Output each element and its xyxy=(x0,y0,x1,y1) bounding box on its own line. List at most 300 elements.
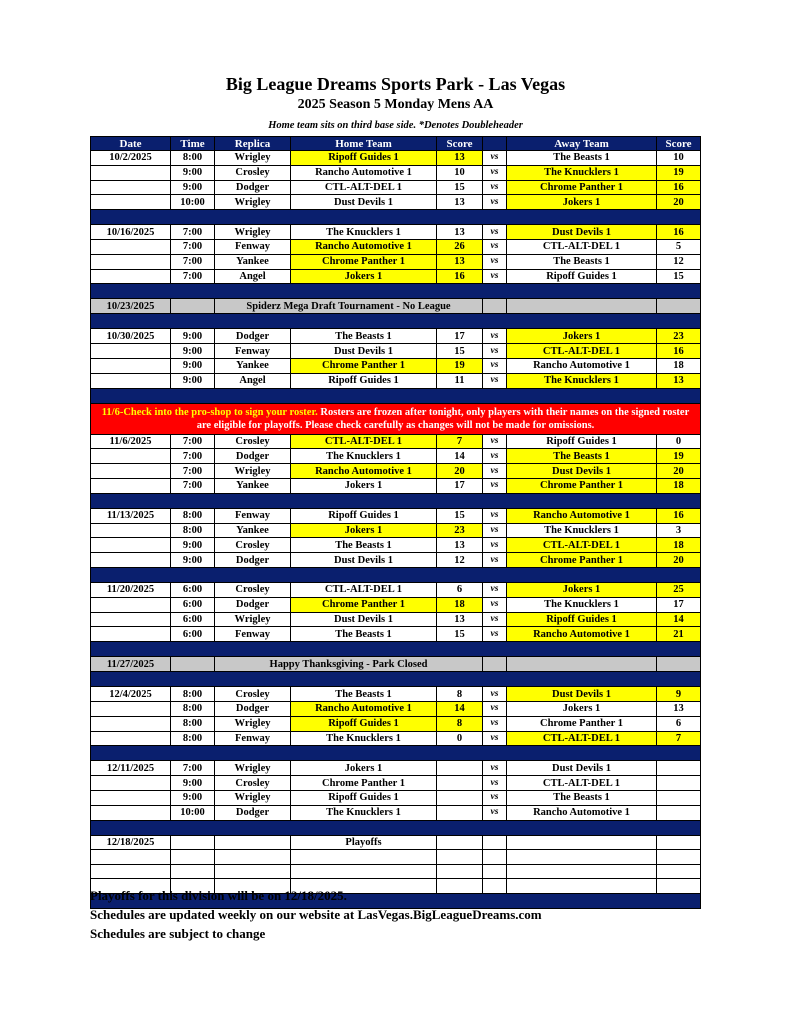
blank-cell xyxy=(657,850,701,865)
blank-row xyxy=(91,864,701,879)
game-date xyxy=(91,731,171,746)
week-separator xyxy=(91,388,701,403)
away-score: 13 xyxy=(657,373,701,388)
home-score: 0 xyxy=(437,731,483,746)
game-date xyxy=(91,523,171,538)
blank-cell xyxy=(437,850,483,865)
game-replica-field: Crosley xyxy=(215,582,291,597)
home-score xyxy=(437,776,483,791)
blank-cell xyxy=(483,879,507,894)
blank-cell xyxy=(291,850,437,865)
game-replica-field: Fenway xyxy=(215,344,291,359)
footer-disclaimer: Schedules are subject to change xyxy=(90,926,266,941)
versus: vs xyxy=(483,373,507,388)
game-row xyxy=(91,761,701,776)
home-team: The Knucklers 1 xyxy=(291,805,437,820)
away-score: 14 xyxy=(657,612,701,627)
blank-cell xyxy=(483,850,507,865)
game-replica-field xyxy=(215,835,291,850)
game-date: 12/4/2025 xyxy=(91,687,171,702)
home-team: Rancho Automotive 1 xyxy=(291,464,437,479)
page-subtitle: 2025 Season 5 Monday Mens AA xyxy=(297,97,494,112)
away-team: Jokers 1 xyxy=(507,195,657,210)
game-replica-field: Wrigley xyxy=(215,716,291,731)
away-score: 16 xyxy=(657,225,701,240)
blank-cell xyxy=(171,850,215,865)
game-time: 9:00 xyxy=(171,358,215,373)
home-team: Rancho Automotive 1 xyxy=(291,701,437,716)
away-team: The Knucklers 1 xyxy=(507,165,657,180)
home-team: Chrome Panther 1 xyxy=(291,254,437,269)
game-date xyxy=(91,254,171,269)
game-date xyxy=(91,790,171,805)
home-score: 26 xyxy=(437,239,483,254)
away-score: 18 xyxy=(657,478,701,493)
away-score xyxy=(657,761,701,776)
game-replica-field: Wrigley xyxy=(215,612,291,627)
game-date xyxy=(91,195,171,210)
game-time xyxy=(171,835,215,850)
away-score: 7 xyxy=(657,731,701,746)
game-replica-field: Crosley xyxy=(215,165,291,180)
away-score: 20 xyxy=(657,553,701,568)
away-score: 20 xyxy=(657,464,701,479)
week-separator xyxy=(91,820,701,835)
game-replica-field: Angel xyxy=(215,373,291,388)
away-score: 9 xyxy=(657,687,701,702)
blank-cell xyxy=(91,864,171,879)
separator-cell xyxy=(91,567,701,582)
blank-cell xyxy=(657,864,701,879)
event-text: Happy Thanksgiving - Park Closed xyxy=(215,657,483,672)
game-date xyxy=(91,449,171,464)
event-date: 11/27/2025 xyxy=(91,657,171,672)
game-replica-field: Wrigley xyxy=(215,151,291,166)
week-separator xyxy=(91,567,701,582)
game-time: 9:00 xyxy=(171,538,215,553)
versus: vs xyxy=(483,731,507,746)
home-team: The Knucklers 1 xyxy=(291,225,437,240)
game-row xyxy=(91,225,701,240)
home-team: The Beasts 1 xyxy=(291,538,437,553)
away-score: 21 xyxy=(657,627,701,642)
away-team: Jokers 1 xyxy=(507,701,657,716)
home-team: Ripoff Guides 1 xyxy=(291,716,437,731)
game-date xyxy=(91,358,171,373)
home-score xyxy=(437,761,483,776)
home-score: 14 xyxy=(437,701,483,716)
home-team: Jokers 1 xyxy=(291,523,437,538)
col-home-score: Score xyxy=(437,137,483,151)
away-team: Ripoff Guides 1 xyxy=(507,269,657,284)
away-team: The Beasts 1 xyxy=(507,254,657,269)
event-row xyxy=(91,657,701,672)
schedule-table xyxy=(90,136,701,909)
event-spacer xyxy=(171,657,215,672)
separator-cell xyxy=(91,820,701,835)
home-score: 12 xyxy=(437,553,483,568)
away-score: 18 xyxy=(657,358,701,373)
home-team: Chrome Panther 1 xyxy=(291,776,437,791)
away-score: 10 xyxy=(657,151,701,166)
versus: vs xyxy=(483,239,507,254)
versus: vs xyxy=(483,687,507,702)
away-team: Dust Devils 1 xyxy=(507,464,657,479)
separator-cell xyxy=(91,210,701,225)
game-time: 7:00 xyxy=(171,761,215,776)
versus: vs xyxy=(483,538,507,553)
away-score: 15 xyxy=(657,269,701,284)
game-replica-field: Angel xyxy=(215,269,291,284)
game-row xyxy=(91,701,701,716)
event-row xyxy=(91,299,701,314)
game-row xyxy=(91,344,701,359)
game-replica-field: Crosley xyxy=(215,776,291,791)
col-away-team: Away Team xyxy=(507,137,657,151)
versus xyxy=(483,835,507,850)
away-score xyxy=(657,790,701,805)
game-replica-field: Dodger xyxy=(215,449,291,464)
home-team: Dust Devils 1 xyxy=(291,612,437,627)
versus: vs xyxy=(483,151,507,166)
away-team: Chrome Panther 1 xyxy=(507,553,657,568)
away-score: 13 xyxy=(657,701,701,716)
week-separator xyxy=(91,284,701,299)
home-score: 11 xyxy=(437,373,483,388)
home-team: The Beasts 1 xyxy=(291,627,437,642)
versus: vs xyxy=(483,344,507,359)
home-team: Ripoff Guides 1 xyxy=(291,508,437,523)
event-spacer xyxy=(507,657,657,672)
col-time: Time xyxy=(171,137,215,151)
game-time: 9:00 xyxy=(171,553,215,568)
game-replica-field: Fenway xyxy=(215,627,291,642)
versus: vs xyxy=(483,597,507,612)
game-date xyxy=(91,776,171,791)
game-date: 11/20/2025 xyxy=(91,582,171,597)
home-score: 6 xyxy=(437,582,483,597)
versus: vs xyxy=(483,358,507,373)
home-team: The Beasts 1 xyxy=(291,687,437,702)
away-team: The Beasts 1 xyxy=(507,790,657,805)
away-score xyxy=(657,835,701,850)
col-home-team: Home Team xyxy=(291,137,437,151)
game-replica-field: Wrigley xyxy=(215,225,291,240)
col-date: Date xyxy=(91,137,171,151)
game-date: 12/18/2025 xyxy=(91,835,171,850)
home-score xyxy=(437,835,483,850)
home-score: 18 xyxy=(437,597,483,612)
home-team: Ripoff Guides 1 xyxy=(291,373,437,388)
away-team: Chrome Panther 1 xyxy=(507,716,657,731)
game-replica-field: Yankee xyxy=(215,254,291,269)
home-team: Playoffs xyxy=(291,835,437,850)
home-score: 8 xyxy=(437,716,483,731)
col-vs xyxy=(483,137,507,151)
home-team: Ripoff Guides 1 xyxy=(291,790,437,805)
game-date: 10/30/2025 xyxy=(91,329,171,344)
game-date xyxy=(91,597,171,612)
event-spacer xyxy=(657,299,701,314)
home-team: Jokers 1 xyxy=(291,761,437,776)
game-time: 8:00 xyxy=(171,508,215,523)
away-team: The Beasts 1 xyxy=(507,449,657,464)
game-date xyxy=(91,538,171,553)
game-date xyxy=(91,478,171,493)
home-score: 23 xyxy=(437,523,483,538)
game-time: 9:00 xyxy=(171,344,215,359)
game-time: 7:00 xyxy=(171,225,215,240)
away-score: 20 xyxy=(657,195,701,210)
game-row xyxy=(91,329,701,344)
game-replica-field: Yankee xyxy=(215,478,291,493)
game-row xyxy=(91,612,701,627)
separator-cell xyxy=(91,746,701,761)
home-score: 14 xyxy=(437,449,483,464)
home-team: Dust Devils 1 xyxy=(291,344,437,359)
game-time: 6:00 xyxy=(171,597,215,612)
away-score: 19 xyxy=(657,449,701,464)
away-team: The Knucklers 1 xyxy=(507,597,657,612)
game-replica-field: Dodger xyxy=(215,597,291,612)
away-team: Dust Devils 1 xyxy=(507,761,657,776)
versus: vs xyxy=(483,508,507,523)
blank-cell xyxy=(507,864,657,879)
game-time: 6:00 xyxy=(171,627,215,642)
announcement-lead: 11/6-Check into the pro-shop to sign your roster. xyxy=(101,406,318,418)
col-away-score: Score xyxy=(657,137,701,151)
game-row xyxy=(91,582,701,597)
home-team: The Knucklers 1 xyxy=(291,731,437,746)
away-team: Jokers 1 xyxy=(507,329,657,344)
versus: vs xyxy=(483,478,507,493)
game-date: 10/2/2025 xyxy=(91,151,171,166)
home-score: 13 xyxy=(437,195,483,210)
away-team: CTL-ALT-DEL 1 xyxy=(507,538,657,553)
game-time: 9:00 xyxy=(171,373,215,388)
announcement-text: Rosters are frozen after tonight, only players with their names on the signed roster are eligible for playoffs. Please check carefully as changes will not be made for omissions. xyxy=(196,406,690,431)
game-row xyxy=(91,434,701,449)
week-separator xyxy=(91,672,701,687)
game-time: 10:00 xyxy=(171,805,215,820)
game-row xyxy=(91,835,701,850)
away-team: CTL-ALT-DEL 1 xyxy=(507,776,657,791)
week-separator xyxy=(91,493,701,508)
home-team: CTL-ALT-DEL 1 xyxy=(291,180,437,195)
home-score: 13 xyxy=(437,254,483,269)
blank-cell xyxy=(215,850,291,865)
event-text: Spiderz Mega Draft Tournament - No League xyxy=(215,299,483,314)
home-score: 15 xyxy=(437,180,483,195)
week-separator xyxy=(91,642,701,657)
event-date: 10/23/2025 xyxy=(91,299,171,314)
away-score xyxy=(657,776,701,791)
home-team: Dust Devils 1 xyxy=(291,195,437,210)
away-score: 18 xyxy=(657,538,701,553)
versus: vs xyxy=(483,523,507,538)
game-row xyxy=(91,731,701,746)
game-row xyxy=(91,180,701,195)
away-team: CTL-ALT-DEL 1 xyxy=(507,239,657,254)
game-row xyxy=(91,358,701,373)
game-row xyxy=(91,687,701,702)
home-score: 17 xyxy=(437,478,483,493)
away-score: 19 xyxy=(657,165,701,180)
versus: vs xyxy=(483,180,507,195)
home-team: The Beasts 1 xyxy=(291,329,437,344)
game-row xyxy=(91,776,701,791)
home-score: 8 xyxy=(437,687,483,702)
home-score: 19 xyxy=(437,358,483,373)
away-score: 5 xyxy=(657,239,701,254)
away-team: The Beasts 1 xyxy=(507,151,657,166)
game-replica-field: Dodger xyxy=(215,701,291,716)
week-separator xyxy=(91,314,701,329)
separator-cell xyxy=(91,642,701,657)
game-replica-field: Fenway xyxy=(215,731,291,746)
schedule-body xyxy=(91,151,701,909)
blank-cell xyxy=(437,864,483,879)
home-team: Chrome Panther 1 xyxy=(291,358,437,373)
game-time: 7:00 xyxy=(171,434,215,449)
home-team: Jokers 1 xyxy=(291,478,437,493)
home-team: Rancho Automotive 1 xyxy=(291,165,437,180)
game-replica-field: Dodger xyxy=(215,805,291,820)
game-time: 10:00 xyxy=(171,195,215,210)
game-date xyxy=(91,627,171,642)
versus: vs xyxy=(483,434,507,449)
footer-website: Schedules are updated weekly on our website at LasVegas.BigLeagueDreams.com xyxy=(90,907,542,922)
game-replica-field: Dodger xyxy=(215,553,291,568)
blank-cell xyxy=(291,864,437,879)
game-time: 9:00 xyxy=(171,329,215,344)
game-replica-field: Wrigley xyxy=(215,195,291,210)
versus: vs xyxy=(483,776,507,791)
home-score: 16 xyxy=(437,269,483,284)
versus: vs xyxy=(483,553,507,568)
game-row xyxy=(91,627,701,642)
versus: vs xyxy=(483,254,507,269)
home-score: 13 xyxy=(437,538,483,553)
blank-cell xyxy=(507,850,657,865)
game-time: 8:00 xyxy=(171,687,215,702)
away-score xyxy=(657,805,701,820)
home-score: 15 xyxy=(437,627,483,642)
separator-cell xyxy=(91,493,701,508)
game-date xyxy=(91,464,171,479)
game-time: 6:00 xyxy=(171,612,215,627)
blank-cell xyxy=(507,879,657,894)
away-score: 16 xyxy=(657,344,701,359)
game-time: 8:00 xyxy=(171,701,215,716)
game-date xyxy=(91,344,171,359)
away-team: Ripoff Guides 1 xyxy=(507,612,657,627)
home-team: Jokers 1 xyxy=(291,269,437,284)
game-time: 8:00 xyxy=(171,731,215,746)
versus: vs xyxy=(483,701,507,716)
home-score: 7 xyxy=(437,434,483,449)
home-score: 13 xyxy=(437,612,483,627)
away-score: 12 xyxy=(657,254,701,269)
header-row xyxy=(91,137,701,151)
game-replica-field: Dodger xyxy=(215,329,291,344)
away-team: CTL-ALT-DEL 1 xyxy=(507,344,657,359)
game-time: 9:00 xyxy=(171,776,215,791)
away-team: Rancho Automotive 1 xyxy=(507,508,657,523)
event-spacer xyxy=(483,299,507,314)
game-time: 9:00 xyxy=(171,165,215,180)
game-time: 7:00 xyxy=(171,464,215,479)
game-time: 8:00 xyxy=(171,151,215,166)
game-row xyxy=(91,790,701,805)
game-date xyxy=(91,612,171,627)
seating-note: Home team sits on third base side. *Denotes Doubleheader xyxy=(268,120,523,131)
event-spacer xyxy=(507,299,657,314)
game-replica-field: Crosley xyxy=(215,687,291,702)
home-score: 20 xyxy=(437,464,483,479)
away-team: Rancho Automotive 1 xyxy=(507,805,657,820)
game-row xyxy=(91,449,701,464)
blank-cell xyxy=(657,879,701,894)
away-score: 23 xyxy=(657,329,701,344)
week-separator xyxy=(91,210,701,225)
game-date xyxy=(91,165,171,180)
game-time: 8:00 xyxy=(171,523,215,538)
game-row xyxy=(91,508,701,523)
week-separator xyxy=(91,746,701,761)
separator-cell xyxy=(91,388,701,403)
versus: vs xyxy=(483,582,507,597)
game-replica-field: Crosley xyxy=(215,434,291,449)
event-spacer xyxy=(483,657,507,672)
home-team: Ripoff Guides 1 xyxy=(291,151,437,166)
home-team: Rancho Automotive 1 xyxy=(291,239,437,254)
away-team: Ripoff Guides 1 xyxy=(507,434,657,449)
game-replica-field: Yankee xyxy=(215,358,291,373)
home-score xyxy=(437,790,483,805)
game-row xyxy=(91,254,701,269)
game-replica-field: Dodger xyxy=(215,180,291,195)
away-score: 17 xyxy=(657,597,701,612)
away-team: Chrome Panther 1 xyxy=(507,478,657,493)
home-team: Dust Devils 1 xyxy=(291,553,437,568)
versus: vs xyxy=(483,464,507,479)
away-team: The Knucklers 1 xyxy=(507,373,657,388)
roster-announcement xyxy=(91,403,701,434)
versus: vs xyxy=(483,165,507,180)
home-score: 13 xyxy=(437,225,483,240)
home-score: 15 xyxy=(437,508,483,523)
game-row xyxy=(91,464,701,479)
game-time: 7:00 xyxy=(171,254,215,269)
versus: vs xyxy=(483,790,507,805)
game-date xyxy=(91,373,171,388)
game-date xyxy=(91,716,171,731)
home-score: 15 xyxy=(437,344,483,359)
game-date xyxy=(91,805,171,820)
away-team: Rancho Automotive 1 xyxy=(507,358,657,373)
game-date xyxy=(91,701,171,716)
blank-cell xyxy=(91,850,171,865)
event-spacer xyxy=(171,299,215,314)
game-row xyxy=(91,523,701,538)
game-row xyxy=(91,151,701,166)
game-row xyxy=(91,478,701,493)
game-replica-field: Fenway xyxy=(215,239,291,254)
game-time: 9:00 xyxy=(171,790,215,805)
game-date: 12/11/2025 xyxy=(91,761,171,776)
col-replica: Replica xyxy=(215,137,291,151)
